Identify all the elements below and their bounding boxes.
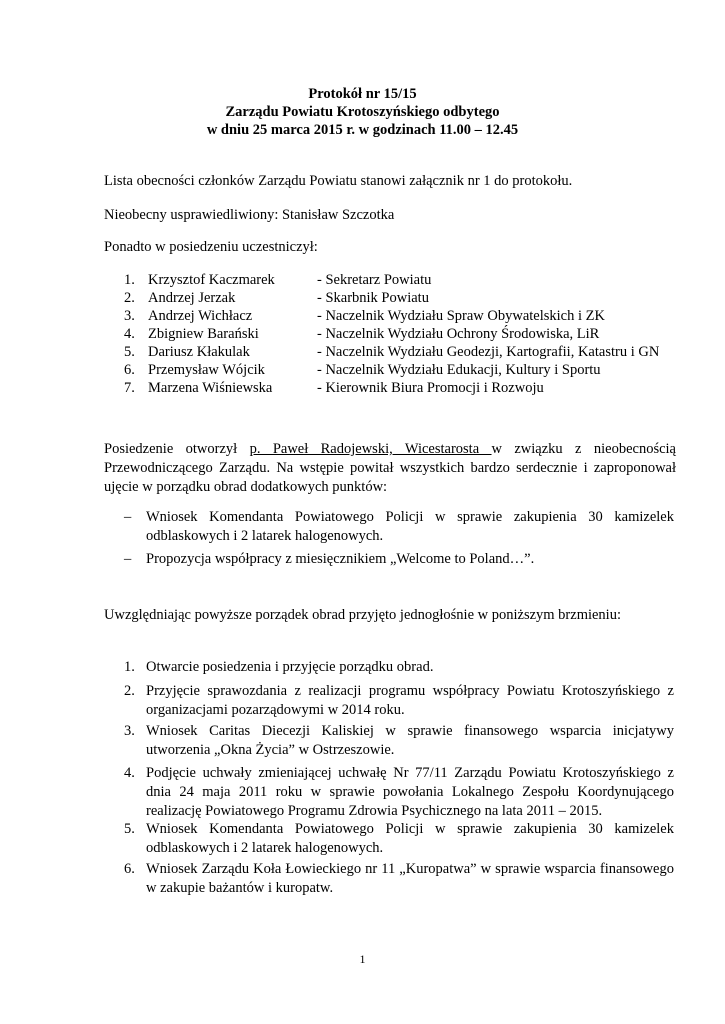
page-number: 1 [359,952,366,966]
participant-name: Andrzej Wichłacz [148,308,253,324]
participant-role: - Kierownik Biura Promocji i Rozwoju [317,380,544,396]
participant-number: 6. [124,362,135,378]
additional-item-text: Wniosek Komendanta Powiatowego Policji w sprawie zakupienia 30 kamizelek odblaskowych i 2 latarek halogenowych. [146,509,674,544]
participant-name: Przemysław Wójcik [148,362,265,378]
agenda-item [124,860,674,898]
participant-row [0,362,725,380]
participant-number: 4. [124,326,135,342]
additional-item [124,550,674,569]
opening-chair-name: p. Paweł Radojewski, Wicestarosta [249,441,492,457]
protocol-title: Protokół nr 15/15 [308,86,417,102]
absent-note: Nieobecny usprawiedliwiony: Stanisław Szczotka [104,207,395,223]
agenda-item [124,722,674,760]
agenda-number: 3. [124,723,135,739]
agenda-item-text: Podjęcie uchwały zmieniającej uchwałę Nr 77/11 Zarządu Powiatu Krotoszyńskiego z dnia 24 maja 2011 roku w sprawie powołania Lokalnego Zespołu Koordynującego realizację Powiatowego Programu Zdrowia Psychicznego na lata 2011 – 2015. [146,765,674,819]
agenda-item [124,682,674,720]
opening-paragraph [104,440,676,497]
opening-text-after: w związku z nieobecnością Przewodniczącego Zarządu. Na wstępie powitał wszystkich bardzo serdecznie i zaproponował ujęcie w porządku obrad dodatkowych punktów: [104,441,676,495]
participant-role: - Naczelnik Wydziału Edukacji, Kultury i Sportu [317,362,601,378]
participant-row [0,290,725,308]
participant-role: - Skarbnik Powiatu [317,290,429,306]
participant-role: - Naczelnik Wydziału Geodezji, Kartografii, Katastru i GN [317,344,660,360]
participant-name: Krzysztof Kaczmarek [148,272,275,288]
participant-name: Marzena Wiśniewska [148,380,273,396]
additional-item-text: Propozycja współpracy z miesięcznikiem „Welcome to Poland…”. [146,551,535,567]
participant-name: Andrzej Jerzak [148,290,236,306]
agenda-item [124,820,674,858]
participant-row [0,380,725,398]
agenda-item-text: Wniosek Caritas Diecezji Kaliskiej w sprawie finansowego wsparcia inicjatywy utworzenia „Okna Życia” w Ostrzeszowie. [146,723,674,758]
dash-bullet: – [124,551,132,567]
agenda-intro: Uwzględniając powyższe porządek obrad przyjęto jednogłośnie w poniższym brzmieniu: [104,607,621,623]
participant-name: Dariusz Kłakulak [148,344,250,360]
participant-number: 5. [124,344,135,360]
participant-number: 1. [124,272,135,288]
participant-role: - Naczelnik Wydziału Spraw Obywatelskich i ZK [317,308,605,324]
participant-number: 3. [124,308,135,324]
attendance-note: Lista obecności członków Zarządu Powiatu stanowi załącznik nr 1 do protokołu. [104,173,573,189]
agenda-number: 6. [124,861,135,877]
dash-bullet: – [124,509,132,525]
opening-text-before: Posiedzenie otworzył [104,441,250,457]
participant-row [0,308,725,326]
additional-item [124,508,674,546]
protocol-subtitle: Zarządu Powiatu Krotoszyńskiego odbytego [225,104,500,120]
participant-row [0,344,725,362]
agenda-item [124,658,674,677]
agenda-number: 5. [124,821,135,837]
agenda-item-text: Przyjęcie sprawozdania z realizacji programu współpracy Powiatu Krotoszyńskiego z organizacjami pozarządowymi w 2014 roku. [146,683,674,718]
agenda-number: 1. [124,659,135,675]
participants-intro: Ponadto w posiedzeniu uczestniczył: [104,239,318,255]
protocol-date: w dniu 25 marca 2015 r. w godzinach 11.00 – 12.45 [206,122,519,138]
agenda-number: 4. [124,765,135,781]
agenda-item-text: Otwarcie posiedzenia i przyjęcie porządku obrad. [146,659,434,675]
participant-number: 2. [124,290,135,306]
agenda-item [124,764,674,821]
participant-row [0,272,725,290]
participant-number: 7. [124,380,135,396]
participant-row [0,326,725,344]
agenda-item-text: Wniosek Zarządu Koła Łowieckiego nr 11 „Kuropatwa” w sprawie wsparcia finansowego w zakupie bażantów i kuropatw. [146,861,674,896]
participant-role: - Sekretarz Powiatu [317,272,432,288]
agenda-number: 2. [124,683,135,699]
agenda-item-text: Wniosek Komendanta Powiatowego Policji w sprawie zakupienia 30 kamizelek odblaskowych i 2 latarek halogenowych. [146,821,674,856]
participant-role: - Naczelnik Wydziału Ochrony Środowiska, LiR [317,326,600,342]
participant-name: Zbigniew Barański [148,326,259,342]
